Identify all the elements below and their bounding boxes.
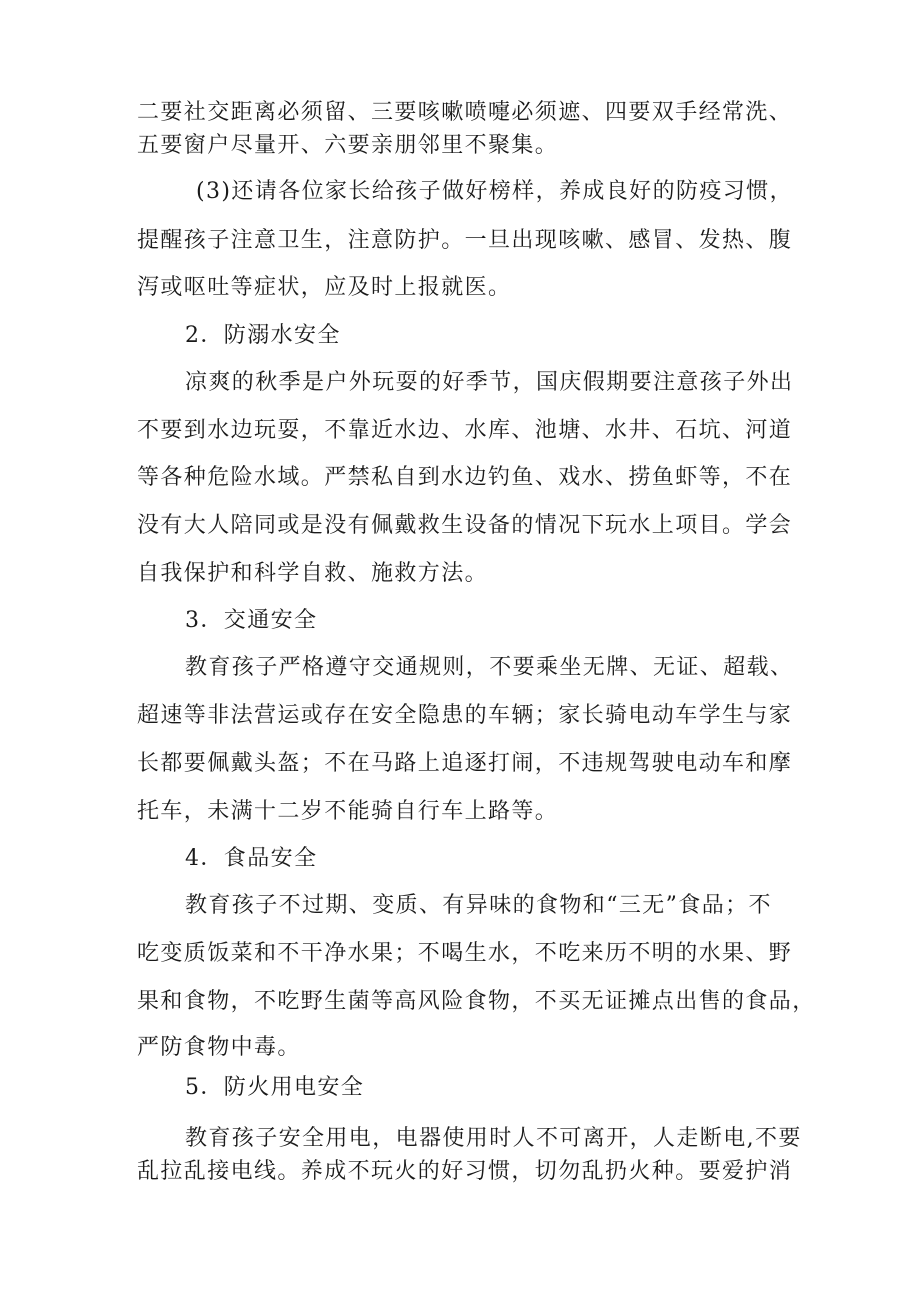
text-line: 乱拉乱接电线。养成不玩火的好习惯，切勿乱扔火种。要爱护消: [137, 1159, 793, 1184]
paragraph-start-line: 凉爽的秋季是户外玩耍的好季节，国庆假期要注意孩子外出: [185, 370, 794, 395]
text-line: 等各种危险水域。严禁私自到水边钓鱼、戏水、捞鱼虾等，不在: [137, 465, 793, 490]
text-line: 提醒孩子注意卫生，注意防护。一旦出现咳嗽、感冒、发热、腹: [137, 228, 793, 253]
paragraph-start-line: (3)还请各位家长给孩子做好榜样，养成良好的防疫习惯，: [196, 179, 793, 204]
section-heading: 4．食品安全: [185, 846, 318, 871]
text-line: 二要社交距离必须留、三要咳嗽喷嚏必须遮、四要双手经常洗、: [137, 100, 793, 125]
section-heading: 2．防溺水安全: [185, 323, 341, 348]
section-heading: 5．防火用电安全: [185, 1075, 365, 1100]
paragraph-start-line: 教育孩子不过期、变质、有异味的食物和“三无”食品；不: [185, 893, 772, 918]
text-line: 托车，未满十二岁不能骑自行车上路等。: [137, 799, 559, 824]
text-line: 泻或呕吐等症状，应及时上报就医。: [137, 275, 512, 300]
paragraph-start-line: 教育孩子安全用电，电器使用时人不可离开，人走断电,不要: [185, 1126, 802, 1151]
paragraph-start-line: 教育孩子严格遵守交通规则，不要乘坐无牌、无证、超载、: [185, 655, 794, 680]
text-line: 果和食物，不吃野生菌等高风险食物，不买无证摊点出售的食品，: [137, 989, 816, 1014]
text-line: 五要窗户尽量开、六要亲朋邻里不聚集。: [137, 133, 559, 158]
text-line: 自我保护和科学自救、施救方法。: [137, 561, 489, 586]
text-line: 长都要佩戴头盔；不在马路上追逐打闹，不违规驾驶电动车和摩: [137, 751, 793, 776]
text-line: 不要到水边玩耍，不靠近水边、水库、池塘、水井、石坑、河道: [137, 418, 793, 443]
text-line: 严防食物中毒。: [137, 1035, 301, 1060]
text-line: 吃变质饭菜和不干净水果；不喝生水，不吃来历不明的水果、野: [137, 941, 793, 966]
text-line: 超速等非法营运或存在安全隐患的车辆；家长骑电动车学生与家: [137, 703, 793, 728]
text-line: 没有大人陪同或是没有佩戴救生设备的情况下玩水上项目。学会: [137, 513, 793, 538]
section-heading: 3．交通安全: [185, 608, 318, 633]
